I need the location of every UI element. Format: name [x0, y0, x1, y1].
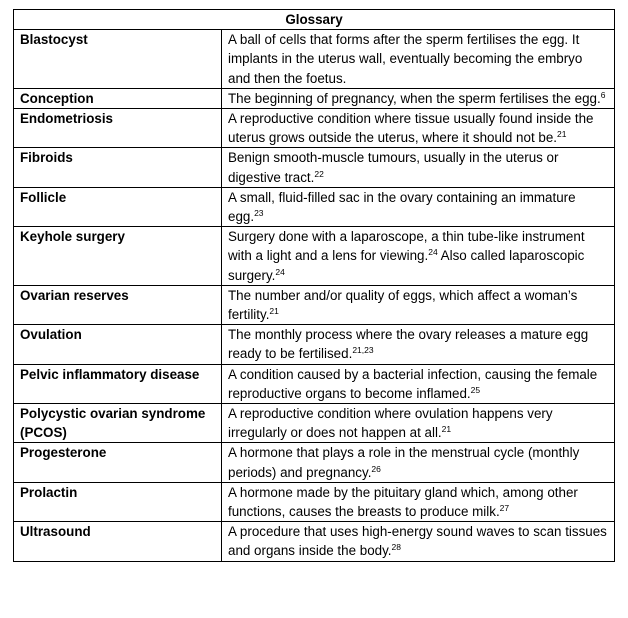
glossary-definition-cell	[222, 187, 615, 226]
glossary-definition: A hormone that plays a role in the menstrual cycle (monthly periods) and pregnancy.	[228, 445, 580, 480]
reference-superscript: 24	[275, 266, 285, 277]
glossary-row	[14, 522, 615, 561]
glossary-term: Ovarian reserves	[14, 285, 222, 324]
glossary-term: Progesterone	[14, 443, 222, 482]
glossary-term: Conception	[14, 88, 222, 108]
glossary-term: Ultrasound	[14, 522, 222, 561]
glossary-row	[14, 325, 615, 364]
glossary-header-row	[14, 10, 615, 30]
glossary-row	[14, 148, 615, 187]
glossary-definition-cell	[222, 109, 615, 148]
glossary-definition-cell	[222, 522, 615, 561]
glossary-row	[14, 285, 615, 324]
glossary-definition: A procedure that uses high-energy sound waves to scan tissues and organs inside the body.	[228, 524, 607, 559]
glossary-definition: A hormone made by the pituitary gland which, among other functions, causes the breasts to produce milk.	[228, 484, 578, 520]
glossary-definition-cell	[222, 482, 615, 521]
reference-superscript: 25	[470, 384, 481, 395]
glossary-definition: Benign smooth-muscle tumours, usually in the uterus or digestive tract.	[228, 150, 559, 185]
glossary-row	[14, 482, 615, 521]
glossary-term: Ovulation	[14, 325, 222, 364]
glossary-title: Glossary	[14, 10, 615, 30]
glossary-definition-cell	[222, 285, 615, 324]
glossary-definition-cell	[222, 404, 615, 443]
glossary-definition: A small, fluid-filled sac in the ovary containing an immature egg.	[228, 189, 576, 225]
reference-superscript: 21,23	[352, 345, 374, 356]
reference-superscript: 23	[254, 208, 264, 219]
reference-superscript: 21	[557, 129, 567, 140]
glossary-row	[14, 364, 615, 403]
reference-superscript: 21	[441, 424, 452, 435]
glossary-row	[14, 88, 615, 108]
glossary-row	[14, 109, 615, 148]
glossary-row	[14, 187, 615, 226]
glossary-definition: The number and/or quality of eggs, which affect a woman’s fertility.	[228, 287, 578, 323]
glossary-row	[14, 30, 615, 89]
glossary-term: Keyhole surgery	[14, 227, 222, 286]
glossary-definition-cell	[222, 443, 615, 482]
glossary-definition: The monthly process where the ovary releases a mature egg ready to be fertilised.	[228, 327, 589, 362]
glossary-row	[14, 227, 615, 286]
glossary-definition-cell	[222, 88, 615, 108]
glossary-row	[14, 443, 615, 482]
reference-superscript: 27	[499, 503, 510, 514]
glossary-body	[14, 30, 615, 561]
glossary-definition-cell	[222, 364, 615, 403]
reference-superscript: 6	[600, 89, 606, 100]
glossary-term: Follicle	[14, 187, 222, 226]
reference-superscript: 24	[428, 247, 438, 258]
glossary-definition: The beginning of pregnancy, when the sperm fertilises the egg.	[228, 90, 601, 106]
glossary-definition-cell	[222, 325, 615, 364]
glossary-term: Polycystic ovarian syndrome (PCOS)	[14, 404, 222, 443]
glossary-definition: A condition caused by a bacterial infection, causing the female reproductive organs to become inflamed.	[228, 366, 598, 401]
reference-superscript: 26	[371, 463, 381, 474]
glossary-row	[14, 404, 615, 443]
reference-superscript: 28	[391, 542, 401, 553]
glossary-definition: A reproductive condition where ovulation happens very irregularly or does not happen at all.	[228, 406, 553, 441]
glossary-definition: A reproductive condition where tissue usually found inside the uterus grows outside the uterus, where it should not be.	[228, 111, 594, 146]
glossary-table	[13, 9, 615, 562]
reference-superscript: 22	[314, 168, 324, 179]
glossary-term: Endometriosis	[14, 109, 222, 148]
glossary-term: Pelvic inflammatory disease	[14, 364, 222, 403]
glossary-definition: Surgery done with a laparoscope, a thin tube-like instrument with a light and a lens for viewing.	[228, 229, 585, 264]
glossary-definition: A ball of cells that forms after the sperm fertilises the egg. It implants in the uterus wall, eventually becoming the embryo and then the foetus.	[228, 32, 583, 86]
glossary-term: Blastocyst	[14, 30, 222, 89]
glossary-definition-continued: Also called laparoscopic surgery.	[228, 248, 585, 283]
glossary-term: Prolactin	[14, 482, 222, 521]
reference-superscript: 21	[269, 306, 279, 317]
glossary-definition-cell	[222, 148, 615, 187]
glossary-term: Fibroids	[14, 148, 222, 187]
glossary-definition-cell	[222, 227, 615, 286]
glossary-definition-cell	[222, 30, 615, 89]
